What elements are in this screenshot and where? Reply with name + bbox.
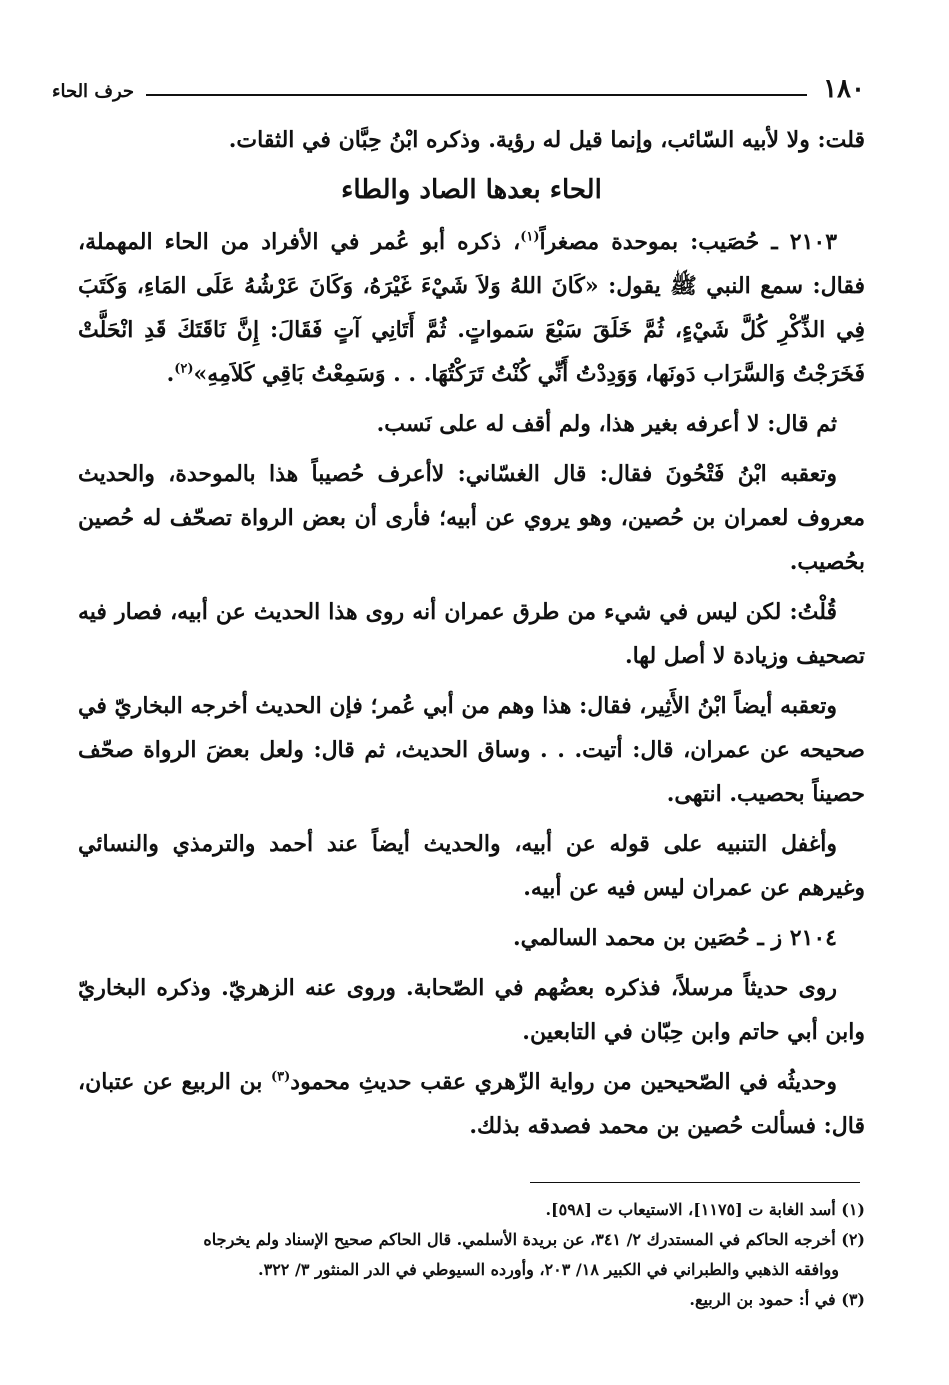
- footnote-2-continued: ووافقه الذهبي والطبراني في الكبير ١٨/ ٢٠٣، وأورده السيوطي في الدر المنثور ٣/ ٣٢٢.: [258, 1260, 839, 1279]
- paragraph: وتعقبه أيضاً ابْنُ الأَثِير، فقال: هذا وهم من أبي عُمر؛ فإن الحديث أخرجه البخاريّ في صحيحه عن عمران، قال: أتيت. . . وساق الحديث، ثم قال: ولعل بعضَ الرواة صحّف حصيناً بحصيب. انتهى.: [78, 693, 865, 807]
- entry-number: ٢١٠٣: [789, 229, 838, 255]
- header-rule: [146, 94, 807, 96]
- entry-2103: [78, 220, 865, 396]
- page-header: [52, 62, 865, 102]
- footnote-3: (٣) في أ: حمود بن الربيع.: [689, 1290, 865, 1309]
- entry-text: ز ـ حُصَين بن محمد السالمي.: [512, 925, 790, 951]
- paragraph-text: وحديثُه في الصّحيحين من رواية الزّهري عقب حديثِ محمود: [290, 1069, 837, 1095]
- footnote-ref: (٢): [174, 361, 194, 377]
- paragraph: قلت: ولا لأبيه السّائب، وإنما قيل له رؤية. وذكره ابْنُ حِبَّان في الثقات.: [228, 127, 865, 153]
- paragraph: روى حديثاً مرسلاً، فذكره بعضُهم في الصّحابة. وروى عنه الزهريّ. وذكره البخاريّ وابن أبي حاتم وابن حِبّان في التابعين.: [78, 975, 865, 1045]
- page-number: ١٨٠: [823, 74, 865, 104]
- entry-text: ـ حُصَيب: بموحدة مصغراً: [539, 229, 790, 255]
- footnote-ref: (١): [520, 229, 540, 245]
- entry-number: ٢١٠٤: [789, 925, 837, 951]
- footnote-1: (١) أسد الغابة ت [١١٧٥]، الاستيعاب ت [٥٩٨].: [545, 1200, 865, 1219]
- entry-2104: [78, 916, 865, 960]
- footnotes: [78, 1196, 865, 1316]
- paragraph: وأغفل التنبيه على قوله عن أبيه، والحديث أيضاً عند أحمد والترمذي والنسائي وغيرهم عن عمران ليس فيه عن أبيه.: [78, 831, 865, 901]
- entry-text: ، ذكره أبو عُمر في الأفراد من الحاء المهملة، فقال: سمع النبي ﷺ يقول: «كَانَ اللهُ وَلاَ شَيْءَ غَيْرَهُ، وَكَانَ عَرْشُهُ عَلَى المَاءِ، وَكَتَبَ فِي الذِّكْرِ كُلَّ شَيْءٍ، ثُمَّ خَلَقَ سَبْعَ سَمواتٍ. ثُمَّ أَتَانِي آتٍ فَقَالَ: إِنَّ نَاقَتَكَ قَدِ انْحَلَّتْ فَخَرَجْتُ وَالسَّرَاب دَونَها، وَوَدِدْتُ أَنِّي كُنْتُ تَرَكْتُهَا. . . وَسَمِعْتُ بَاقِي كَلاَمِهِ»: [78, 229, 865, 387]
- entry-text: .: [166, 361, 175, 387]
- section-heading: الحاء بعدها الصاد والطاء: [341, 175, 602, 205]
- footnote-2: (٢) أخرجه الحاكم في المستدرك ٢/ ٣٤١، عن بريدة الأسلمي. قال الحاكم صحيح الإسناد ولم يخرجاه: [203, 1230, 865, 1249]
- paragraph: ثم قال: لا أعرفه بغير هذا، ولم أقف له على نَسب.: [376, 411, 837, 437]
- running-head: حرف الحاء: [52, 81, 135, 102]
- footnote-rule: [530, 1182, 860, 1183]
- paragraph: [78, 1060, 865, 1148]
- footnote-ref: (٣): [270, 1069, 291, 1085]
- paragraph: قُلْتُ: لكن ليس في شيء من طرق عمران أنه روى هذا الحديث عن أبيه، فصار فيه تصحيف وزيادة لا أصل لها.: [78, 599, 865, 669]
- main-text: [78, 118, 865, 1154]
- paragraph-text: بن الربيع عن عتبان، قال: فسألت حُصين بن محمد فصدقه بذلك.: [78, 1069, 865, 1139]
- paragraph: وتعقبه ابْنُ فَتْحُونَ فقال: قال الغسّاني: لاأعرف حُصيباً هذا بالموحدة، والحديث معروف لعمران بن حُصين، وهو يروي عن أبيه؛ فأرى أن بعض الرواة تصحّف له حُصين بحُصيب.: [78, 461, 865, 575]
